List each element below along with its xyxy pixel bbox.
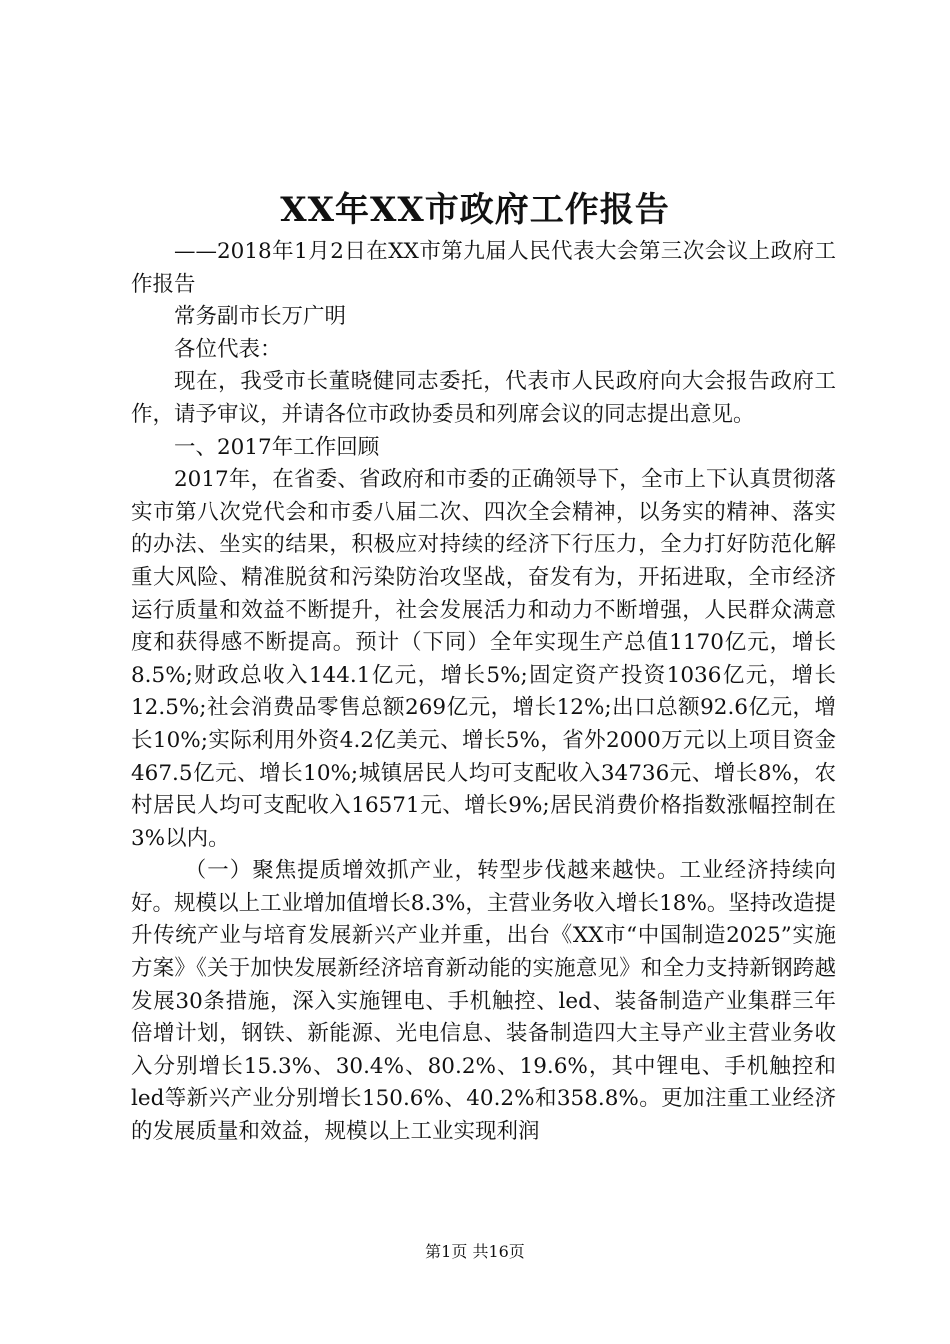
subtitle-paragraph: ——2018年1月2日在XX市第九届人民代表大会第三次会议上政府工作报告 [131,239,836,297]
salutation-line: 各位代表： [174,336,282,362]
industry-paragraph: （一）聚焦提质增效抓产业，转型步伐越来越快。工业经济持续向好。规模以上工业增加值增长8.3%，主营业务收入增长18%。坚持改造提升传统产业与培育发展新兴产业并重，出台《XX市“中国制造2025”实施方案》《关于加快发展新经济培育新动能的实施意见》和全力支持新钢跨越发展30条措施，深入实施锂电、手机触控、led、装备制造产业集群三年倍增计划，钢铁、新能源、光电信息、装备制造四大主导产业主营业务收入分别增长15.3%、30.4%、80.2%、19.6%，其中锂电、手机触控和led等新兴产业分别增长150.6%、40.2%和358.8%。更加注重工业经济的发展质量和效益，规模以上工业实现利润 [131,858,836,1145]
page-number-footer: 第1页 共16页 [425,1242,525,1261]
document-title: XX年XX市政府工作报告 [280,190,670,230]
intro-paragraph: 现在，我受市长董晓健同志委托，代表市人民政府向大会报告政府工作，请予审议，并请各位市政协委员和列席会议的同志提出意见。 [131,369,836,427]
section-heading: 一、2017年工作回顾 [174,434,380,460]
review-paragraph: 2017年，在省委、省政府和市委的正确领导下，全市上下认真贯彻落实市第八次党代会和市委八届二次、四次全会精神，以务实的精神、落实的办法、坐实的结果，积极应对持续的经济下行压力，全力打好防范化解重大风险、精准脱贫和污染防治攻坚战，奋发有为，开拓进取，全市经济运行质量和效益不断提升，社会发展活力和动力不断增强，人民群众满意度和获得感不断提高。预计（下同）全年实现生产总值1170亿元，增长8.5%;财政总收入144.1亿元，增长5%;固定资产投资1036亿元，增长12.5%;社会消费品零售总额269亿元，增长12%;出口总额92.6亿元，增长10%;实际利用外资4.2亿美元、增长5%，省外2000万元以上项目资金467.5亿元、增长10%;城镇居民人均可支配收入34736元、增长8%，农村居民人均可支配收入16571元、增长9%;居民消费价格指数涨幅控制在3%以内。 [131,467,836,851]
speaker-line: 常务副市长万广明 [174,304,347,330]
document-body [131,236,836,1149]
